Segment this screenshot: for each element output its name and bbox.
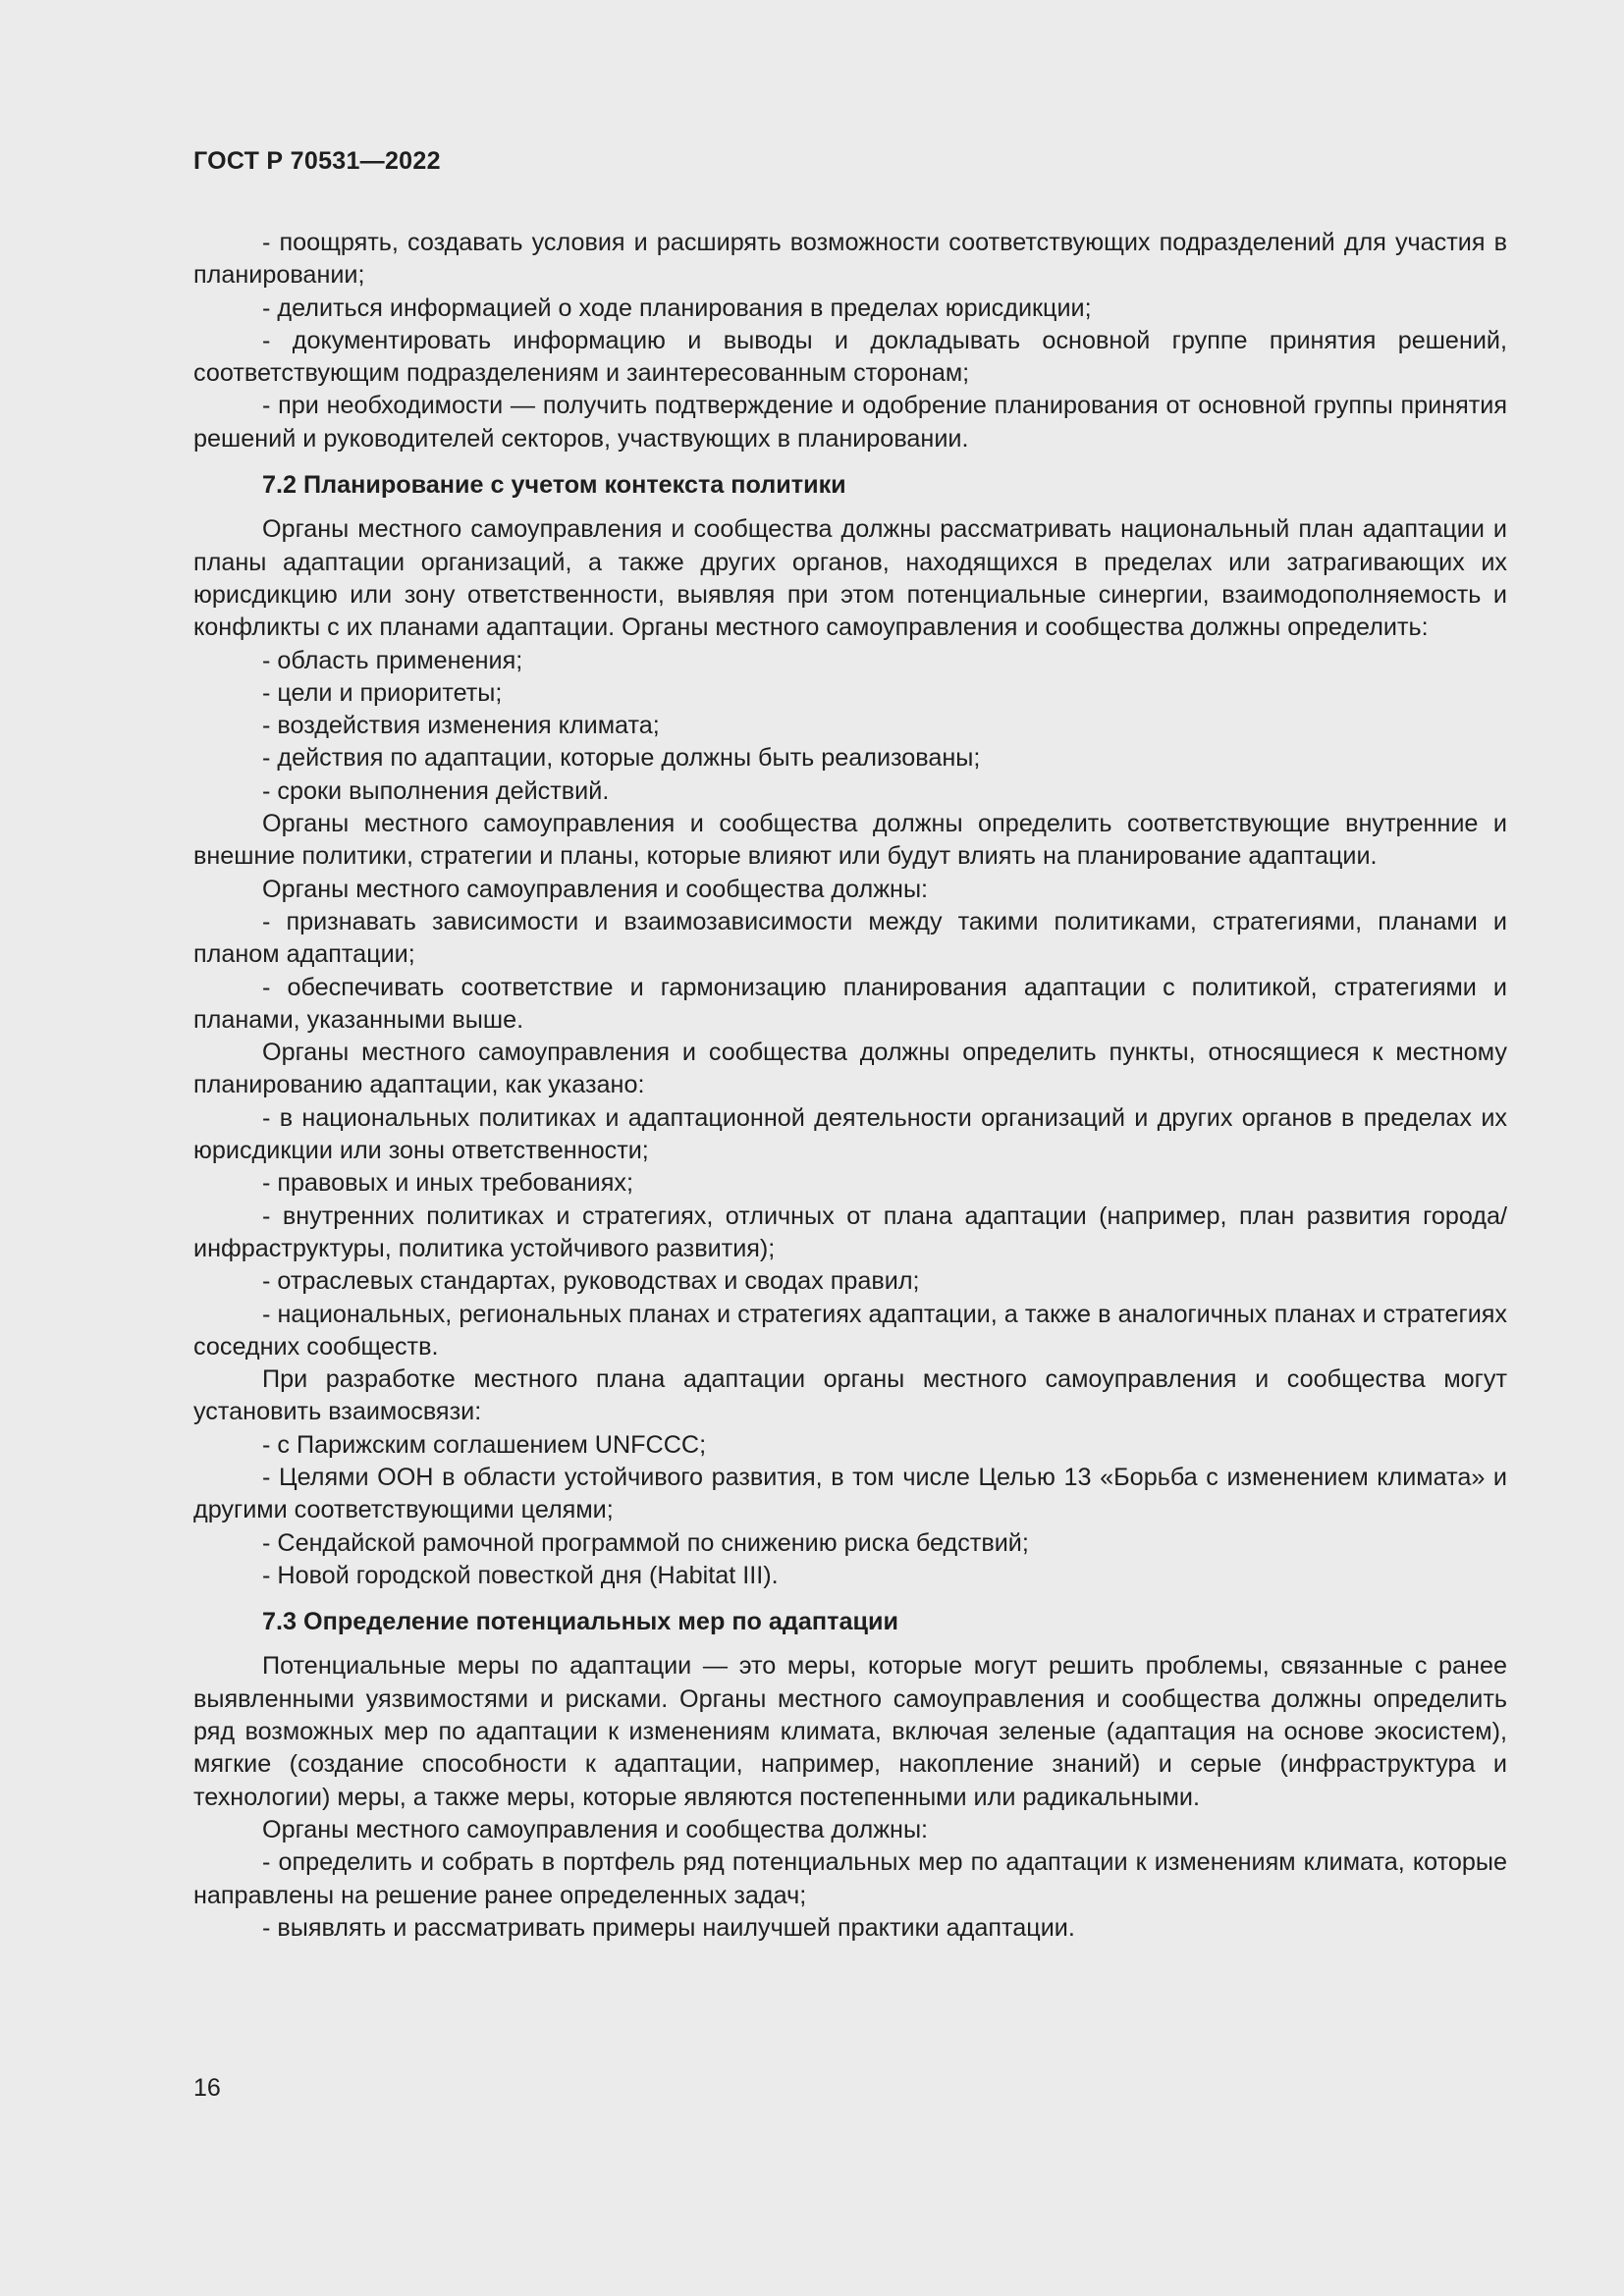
paragraph: - поощрять, создавать условия и расширять возможности соответствующих подразделений для участия в планировании; xyxy=(193,229,1507,290)
paragraph: Органы местного самоуправления и сообщества должны: xyxy=(262,875,929,903)
paragraph: - признавать зависимости и взаимозависимости между такими политиками, стратегиями, планами и планом адаптации; xyxy=(193,907,1507,969)
paragraph: - делиться информацией о ходе планирования в пределах юрисдикции; xyxy=(262,294,1092,322)
paragraph: - документировать информацию и выводы и докладывать основной группе принятия решений, соответствующим подразделениям и заинтересованным сторонам; xyxy=(193,326,1507,388)
paragraph: - внутренних политиках и стратегиях, отличных от плана адаптации (например, план развития города/инфраструктуры, политика устойчивого развития); xyxy=(193,1201,1507,1262)
paragraph: - отраслевых стандартах, руководствах и сводах правил; xyxy=(262,1267,920,1296)
paragraph: - определить и собрать в портфель ряд потенциальных мер по адаптации к изменениям климата, которые направлены на решение ранее определенных задач; xyxy=(193,1848,1507,1909)
paragraph: - воздействия изменения климата; xyxy=(262,712,660,740)
section-heading-7-2: 7.2 Планирование с учетом контекста политики xyxy=(262,471,846,500)
paragraph: - обеспечивать соответствие и гармонизацию планирования адаптации с политикой, стратегиями и планами, указанными выше. xyxy=(193,973,1507,1034)
paragraph: - Новой городской повесткой дня (Habitat III). xyxy=(262,1561,779,1589)
paragraph: - в национальных политиках и адаптационной деятельности организаций и других органов в пределах их юрисдикции или зоны ответственности; xyxy=(193,1103,1507,1165)
paragraph: При разработке местного плана адаптации органы местного самоуправления и сообщества могут установить взаимосвязи: xyxy=(193,1365,1507,1426)
paragraph: - действия по адаптации, которые должны быть реализованы; xyxy=(262,744,981,773)
section-heading-7-3: 7.3 Определение потенциальных мер по адаптации xyxy=(262,1608,898,1636)
paragraph: Потенциальные меры по адаптации — это меры, которые могут решить проблемы, связанные с ранее выявленными уязвимостями и рисками. Органы местного самоуправления и сообщества должны определить ряд возможных мер по адаптации к изменениям климата, включая зеленые (адаптация на основе экосистем), мягкие (создание способности к адаптации, например, накопление знаний) и серые (инфраструктура и технологии) меры, а также меры, которые являются постепенными или радикальными. xyxy=(193,1652,1507,1811)
paragraph: - цели и приоритеты; xyxy=(262,678,503,707)
paragraph: - сроки выполнения действий. xyxy=(262,776,610,805)
paragraph: - при необходимости — получить подтверждение и одобрение планирования от основной группы принятия решений и руководителей секторов, участвующих в планировании. xyxy=(193,392,1507,453)
document-body xyxy=(193,227,1507,1945)
paragraph: Органы местного самоуправления и сообщества должны определить соответствующие внутренние и внешние политики, стратегии и планы, которые влияют или будут влиять на планирование адаптации. xyxy=(193,810,1507,871)
paragraph: Органы местного самоуправления и сообщества должны: xyxy=(262,1815,929,1843)
paragraph: Органы местного самоуправления и сообщества должны рассматривать национальный план адаптации и планы адаптации организаций, а также других органов, находящихся в пределах или затрагивающих их юрисдикцию или зону ответственности, выявляя при этом потенциальные синергии, взаимодополняемость и конфликты с их планами адаптации. Органы местного самоуправления и сообщества должны определить: xyxy=(193,515,1507,642)
paragraph: - с Парижским соглашением UNFCCC; xyxy=(262,1430,707,1459)
paragraph: - правовых и иных требованиях; xyxy=(262,1169,633,1198)
paragraph: - Сендайской рамочной программой по снижению риска бедствий; xyxy=(262,1528,1029,1557)
paragraph: Органы местного самоуправления и сообщества должны определить пункты, относящиеся к местному планированию адаптации, как указано: xyxy=(193,1039,1507,1099)
paragraph: - выявлять и рассматривать примеры наилучшей практики адаптации. xyxy=(262,1913,1075,1942)
paragraph: - область применения; xyxy=(262,646,523,674)
paragraph: - Целями ООН в области устойчивого развития, в том числе Целью 13 «Борьба с изменением климата» и другими соответствующими целями; xyxy=(193,1463,1507,1524)
page-number: 16 xyxy=(193,2074,221,2102)
paragraph: - национальных, региональных планах и стратегиях адаптации, а также в аналогичных планах и стратегиях соседних сообществ. xyxy=(193,1300,1507,1361)
standard-header: ГОСТ Р 70531—2022 xyxy=(193,147,441,175)
